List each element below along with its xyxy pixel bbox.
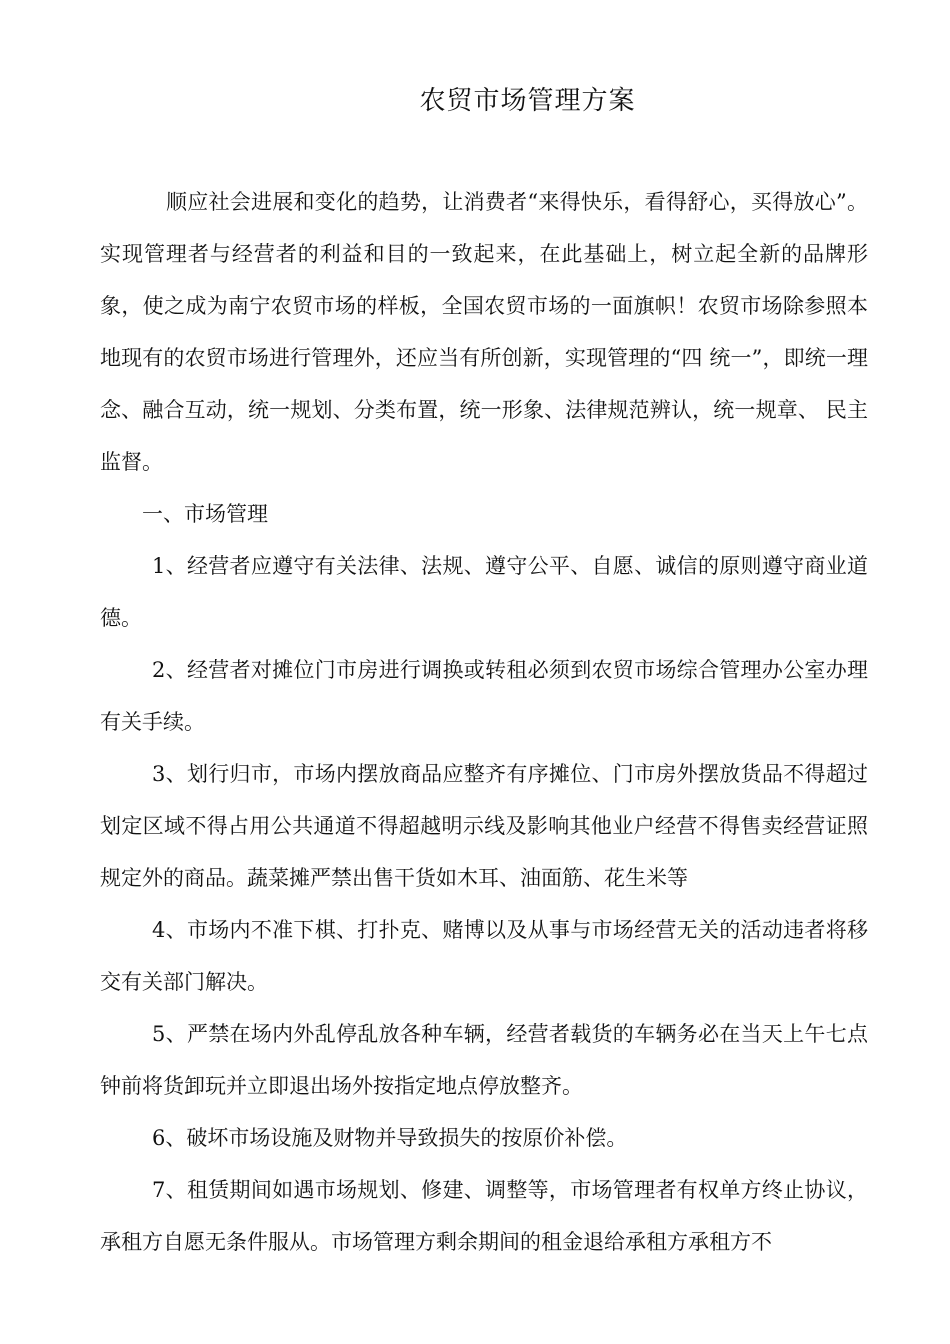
document-body [100, 176, 868, 1268]
rule-item-5: 5、严禁在场内外乱停乱放各种车辆，经营者载货的车辆务必在当天上午七点钟前将货卸玩并立即退出场外按指定地点停放整齐。 [100, 1022, 868, 1098]
section-heading-market-management: 一、市场管理 [142, 502, 268, 526]
intro-paragraph: 顺应社会进展和变化的趋势，让消费者“来得快乐，看得舒心，买得放心”。实现管理者与经营者的利益和目的一致起来，在此基础上，树立起全新的品牌形象，使之成为南宁农贸市场的样板，全国农贸市场的一面旗帜！农贸市场除参照本地现有的农贸市场进行管理外，还应当有所创新，实现管理的“四 统一”，即统一理念、融合互动，统一规划、分类布置，统一形象、法律规范辨认，统一规章、 民主监督。 [100, 190, 868, 474]
rule-item-6: 6、破坏市场设施及财物并导致损失的按原价补偿。 [152, 1126, 628, 1150]
rule-item-7: 7、租赁期间如遇市场规划、修建、调整等，市场管理者有权单方终止协议，承租方自愿无条件服从。市场管理方剩余期间的租金退给承租方承租方不 [100, 1178, 868, 1254]
rule-item-1: 1、经营者应遵守有关法律、法规、遵守公平、自愿、诚信的原则遵守商业道德。 [100, 554, 868, 630]
rule-item-3: 3、划行归市，市场内摆放商品应整齐有序摊位、门市房外摆放货品不得超过划定区域不得占用公共通道不得超越明示线及影响其他业户经营不得售卖经营证照规定外的商品。蔬菜摊严禁出售干货如木耳、油面筋、花生米等 [100, 762, 868, 890]
document-title: 农贸市场管理方案 [419, 86, 636, 116]
rule-item-2: 2、经营者对摊位门市房进行调换或转租必须到农贸市场综合管理办公室办理有关手续。 [100, 658, 868, 734]
rule-item-4: 4、市场内不准下棋、打扑克、赌博以及从事与市场经营无关的活动违者将移交有关部门解决。 [100, 918, 868, 994]
